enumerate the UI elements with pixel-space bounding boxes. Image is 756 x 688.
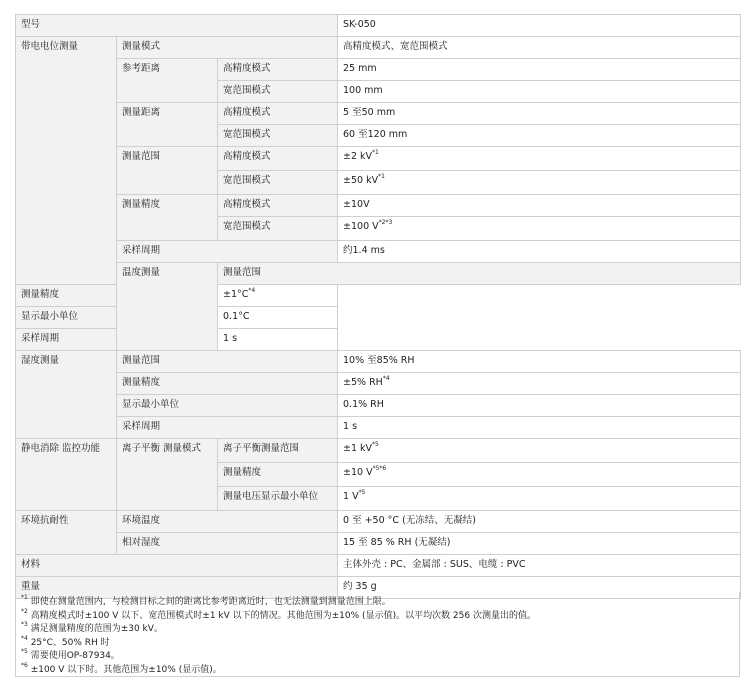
- label-charge-accuracy-high: 高精度模式: [218, 195, 338, 217]
- label-temperature: 温度测量: [117, 263, 218, 351]
- label-charge-range-wide: 宽范围模式: [218, 171, 338, 195]
- row-charge-sampling: [16, 241, 741, 263]
- value-model: SK-050: [338, 15, 741, 37]
- value-text: ±1 kV: [343, 443, 373, 454]
- value-charge-mode: 高精度模式、宽范围模式: [338, 37, 741, 59]
- label-charge-sampling: 采样周期: [117, 241, 338, 263]
- label-ion: 静电消除 监控功能: [16, 439, 117, 511]
- row-distance-high: [16, 103, 741, 125]
- label-hum-min-unit: 显示最小单位: [117, 395, 338, 417]
- label-hum-accuracy: 测量精度: [117, 373, 338, 395]
- row-env-temp: [16, 511, 741, 533]
- label-ion-mode: 离子平衡 测量模式: [117, 439, 218, 511]
- value-temp-min-unit: 0.1°C: [218, 307, 338, 329]
- value-distance-high: 5 至50 mm: [338, 103, 741, 125]
- value-charge-accuracy-wide: [338, 217, 741, 241]
- footnote-mark: *2: [21, 607, 28, 615]
- label-distance-high: 高精度模式: [218, 103, 338, 125]
- row-charge-accuracy-high: [16, 195, 741, 217]
- footnote: [21, 634, 734, 651]
- label-temp-min-unit: 显示最小单位: [16, 307, 218, 329]
- footnote-mark: *5: [21, 648, 28, 655]
- label-material: 材料: [16, 555, 338, 577]
- value-env-temp: 0 至 +50 °C (无冻结、无凝结): [338, 511, 741, 533]
- footnote: [21, 596, 734, 610]
- footnote: [21, 607, 734, 624]
- value-temp-sampling: 1 s: [218, 329, 338, 351]
- row-charge-range-high: [16, 147, 741, 171]
- footnote-mark: *2*3: [378, 219, 393, 226]
- label-temp-range: 测量范围: [218, 263, 741, 285]
- row-hum-range: [16, 351, 741, 373]
- value-hum-sampling: 1 s: [338, 417, 741, 439]
- label-hum-range: 测量范围: [117, 351, 338, 373]
- value-charge-range-wide: [338, 171, 741, 195]
- row-temp-min-unit: [16, 307, 741, 329]
- spec-table: [15, 14, 741, 599]
- label-hum-sampling: 采样周期: [117, 417, 338, 439]
- value-text: ±100 V: [343, 221, 379, 232]
- value-text: ±50 kV: [343, 175, 379, 186]
- row-env-humidity: [16, 533, 741, 555]
- footnote-mark: *4: [21, 634, 28, 642]
- value-ion-range: [338, 439, 741, 463]
- label-ion-min-unit: 测量电压显示最小单位: [218, 487, 338, 511]
- value-text: ±5% RH: [343, 377, 383, 388]
- row-temp-accuracy: [16, 285, 741, 307]
- row-temp-range: [16, 263, 741, 285]
- value-text: ±10 V: [343, 467, 373, 478]
- label-temp-accuracy: 测量精度: [16, 285, 218, 307]
- footnote-mark: *5: [372, 441, 379, 448]
- value-charge-sampling: 约1.4 ms: [338, 241, 741, 263]
- row-material: [16, 555, 741, 577]
- label-charge-accuracy-wide: 宽范围模式: [218, 217, 338, 241]
- label-env-temp: 环境温度: [117, 511, 338, 533]
- value-hum-min-unit: 0.1% RH: [338, 395, 741, 417]
- label-ion-accuracy: 测量精度: [218, 463, 338, 487]
- footnote-text: 高精度模式时±100 V 以下、宽范围模式时±1 kV 以下的情况。其他范围为±10% (显示值)。以平均次数 256 次测量出的值。: [27, 610, 536, 621]
- value-weight: 约 35 g: [338, 577, 741, 599]
- value-text: ±1°C: [223, 289, 249, 300]
- value-env-humidity: 15 至 85 % RH (无凝结): [338, 533, 741, 555]
- label-humidity: 湿度测量: [16, 351, 117, 439]
- value-temp-accuracy: [218, 285, 338, 307]
- footnote-text: ±100 V 以下时。其他范围为±10% (显示值)。: [27, 664, 222, 675]
- footnote-text: 需要使用OP-87934。: [27, 651, 120, 661]
- label-distance: 测量距离: [117, 103, 218, 147]
- label-temp-sampling: 采样周期: [16, 329, 218, 351]
- label-ion-range: 离子平衡测量范围: [218, 439, 338, 463]
- row-temp-sampling: [16, 329, 741, 351]
- label-charge-range: 测量范围: [117, 147, 218, 195]
- footnote-text: 25°C、50% RH 时: [27, 637, 110, 648]
- footnote-mark: *5*6: [372, 465, 387, 472]
- label-charge-accuracy: 测量精度: [117, 195, 218, 241]
- label-ref-distance-wide: 宽范围模式: [218, 81, 338, 103]
- row-hum-sampling: [16, 417, 741, 439]
- label-ref-distance-high: 高精度模式: [218, 59, 338, 81]
- value-ref-distance-wide: 100 mm: [338, 81, 741, 103]
- value-charge-accuracy-high: ±10V: [338, 195, 741, 217]
- row-hum-min-unit: [16, 395, 741, 417]
- label-ref-distance: 参考距离: [117, 59, 218, 103]
- footnote-mark: *3: [21, 621, 28, 628]
- value-material: 主体外壳 : PC、金属部 : SUS、电缆 : PVC: [338, 555, 741, 577]
- label-distance-wide: 宽范围模式: [218, 125, 338, 147]
- label-charge: 带电电位测量: [16, 37, 117, 285]
- value-charge-range-high: [338, 147, 741, 171]
- value-ref-distance-high: 25 mm: [338, 59, 741, 81]
- value-text: 1 V: [343, 491, 359, 502]
- label-weight: 重量: [16, 577, 338, 599]
- label-charge-mode: 测量模式: [117, 37, 338, 59]
- row-ion-range: [16, 439, 741, 463]
- row-hum-accuracy: [16, 373, 741, 395]
- footnote-mark: *4: [382, 375, 390, 382]
- footnotes: [15, 592, 740, 677]
- footnote-mark: *6: [21, 661, 28, 669]
- label-env-humidity: 相对湿度: [117, 533, 338, 555]
- footnote: [21, 661, 734, 678]
- footnote-mark: *1: [378, 173, 385, 180]
- row-model: [16, 15, 741, 37]
- footnote-mark: *1: [372, 149, 379, 156]
- label-charge-range-high: 高精度模式: [218, 147, 338, 171]
- value-hum-accuracy: [338, 373, 741, 395]
- row-ref-distance-high: [16, 59, 741, 81]
- row-charge-mode: [16, 37, 741, 59]
- label-environment: 环境抗耐性: [16, 511, 117, 555]
- value-hum-range: 10% 至85% RH: [338, 351, 741, 373]
- footnote: [21, 623, 734, 637]
- value-ion-accuracy: [338, 463, 741, 487]
- label-model: 型号: [16, 15, 338, 37]
- value-distance-wide: 60 至120 mm: [338, 125, 741, 147]
- footnote-text: 即使在测量范围内，与检测目标之间的距离比参考距离近时，也无法测量到测量范围上限。: [27, 597, 391, 607]
- value-text: ±2 kV: [343, 151, 373, 162]
- footnote-mark: *1: [21, 594, 28, 601]
- footnote: [21, 650, 734, 664]
- footnote-text: 满足测量精度的范围为±30 kV。: [27, 624, 163, 634]
- footnote-mark: *5: [358, 489, 366, 496]
- footnote-mark: *4: [248, 287, 256, 294]
- value-ion-min-unit: [338, 487, 741, 511]
